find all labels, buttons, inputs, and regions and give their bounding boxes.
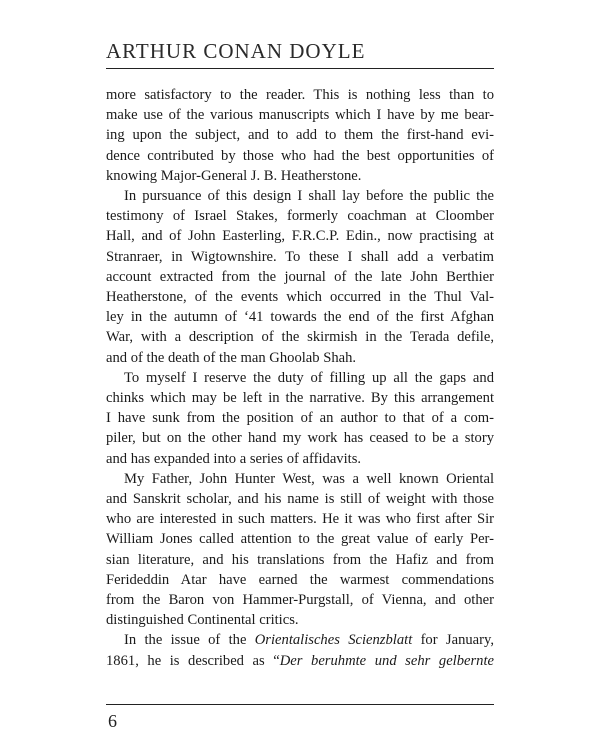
page-number: 6 <box>108 711 117 731</box>
body-text <box>106 85 494 671</box>
text-line: account extracted from the journal of the late John Berthier <box>106 268 494 285</box>
text-line: from the Baron von Hammer-Purgstall, of Vienna, and other <box>106 592 494 609</box>
text-run: for January, <box>412 632 494 649</box>
paragraph-5 <box>106 630 494 670</box>
footer-rule <box>106 704 494 705</box>
text-line: dence contributed by those who had the best opportunities of <box>106 147 494 164</box>
italic-quote: Der beruhmte und sehr gelbernte <box>279 652 494 669</box>
text-line: I have sunk from the position of an author to that of a com- <box>106 410 494 427</box>
text-line: who are interested in such matters. He it was who first after Sir <box>106 511 494 528</box>
text-line: testimony of Israel Stakes, formerly coachman at Cloomber <box>106 208 494 225</box>
text-line: and of the death of the man Ghoolab Shah. <box>106 349 357 366</box>
text-line: William Jones called attention to the great value of early Per- <box>106 531 494 548</box>
text-line: and has expanded into a series of affidavits. <box>106 450 362 467</box>
text-line: Hall, and of John Easterling, F.R.C.P. Edin., now practising at <box>106 228 494 245</box>
text-line <box>106 651 494 671</box>
text-line: To myself I reserve the duty of filling up all the gaps and <box>124 369 494 386</box>
text-line: In pursuance of this design I shall lay before the public the <box>124 188 494 205</box>
text-line: Stranraer, in Wigtownshire. To these I shall add a verbatim <box>106 248 494 265</box>
text-line <box>106 630 494 650</box>
text-line: and Sanskrit scholar, and his name is still of weight with those <box>106 491 494 508</box>
paragraph-3 <box>106 368 494 469</box>
text-run: In the issue of the <box>124 632 255 649</box>
paragraph-2 <box>106 186 494 368</box>
text-line: ley in the autumn of ‘41 towards the end of the first Afghan <box>106 309 494 326</box>
italic-title: Orientalisches Scienzblatt <box>254 632 413 649</box>
running-head-title: ARTHUR CONAN DOYLE <box>106 39 366 63</box>
text-line: Heatherstone, of the events which occurred in the Thul Val- <box>106 289 494 306</box>
text-line: sian literature, and his translations from the Hafiz and from <box>106 551 494 568</box>
text-line: more satisfactory to the reader. This is nothing less than to <box>106 87 494 103</box>
paragraph-1 <box>106 85 494 186</box>
text-line: My Father, John Hunter West, was a well known Oriental <box>124 470 494 487</box>
text-line: Ferideddin Atar have earned the warmest commendations <box>106 571 494 588</box>
text-run: 1861, he is described as “ <box>106 652 280 669</box>
text-line: War, with a description of the skirmish in the Terada defile, <box>106 329 494 346</box>
text-line: ing upon the subject, and to add to them the first-hand evi- <box>106 127 494 144</box>
text-line: distinguished Continental critics. <box>106 612 299 629</box>
text-line: make use of the various manuscripts which I have by me bear- <box>106 107 494 124</box>
paragraph-4 <box>106 469 494 631</box>
text-line: knowing Major-General J. B. Heatherstone. <box>106 167 362 184</box>
text-line: chinks which may be left in the narrative. By this arrangement <box>106 390 494 407</box>
text-line: piler, but on the other hand my work has ceased to be a story <box>106 430 494 447</box>
header-rule <box>106 68 494 69</box>
